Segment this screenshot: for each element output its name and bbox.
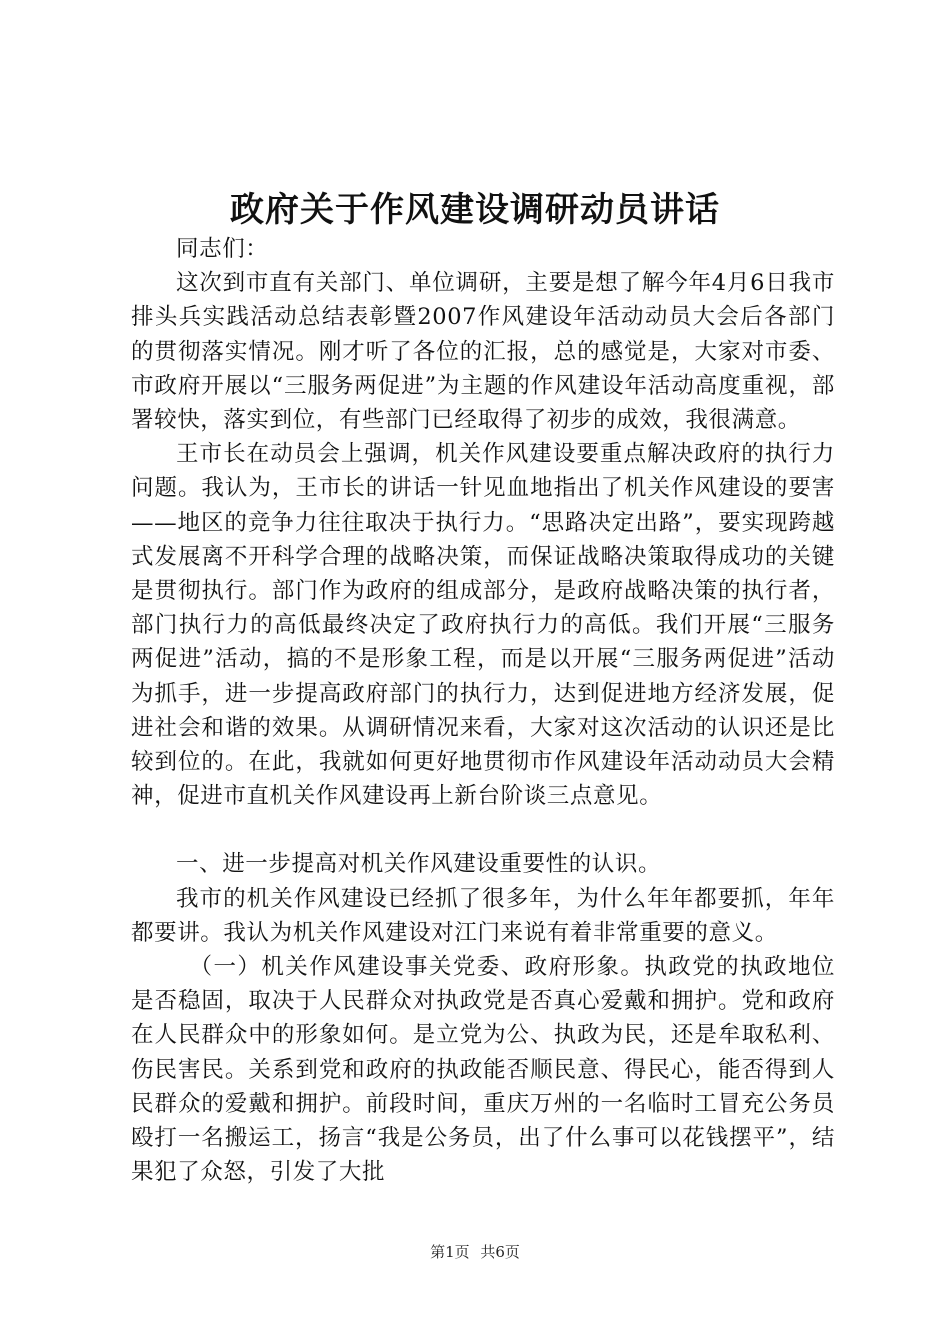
document-body	[131, 232, 835, 1189]
salutation: 同志们：	[176, 236, 269, 262]
page-number: 第1页	[430, 1243, 470, 1261]
paragraph-intro: 这次到市直有关部门、单位调研，主要是想了解今年4月6日我市排头兵实践活动总结表彰暨2007作风建设年活动动员大会后各部门的贯彻落实情况。刚才听了各位的汇报，总的感觉是，大家对市委、市政府开展以“三服务两促进”为主题的作风建设年活动高度重视，部署较快，落实到位，有些部门已经取得了初步的成效，我很满意。	[131, 270, 835, 434]
paragraph-importance: 我市的机关作风建设已经抓了很多年，为什么年年都要抓，年年都要讲。我认为机关作风建设对江门来说有着非常重要的意义。	[131, 885, 835, 946]
page-footer	[0, 1242, 950, 1262]
document-title: 政府关于作风建设调研动员讲话	[230, 190, 720, 230]
paragraph-execution: 王市长在动员会上强调，机关作风建设要重点解决政府的执行力问题。我认为，王市长的讲话一针见血地指出了机关作风建设的要害——地区的竞争力往往取决于执行力。“思路决定出路”，要实现跨越式发展离不开科学合理的战略决策，而保证战略决策取得成功的关键是贯彻执行。部门作为政府的组成部分，是政府战略决策的执行者，部门执行力的高低最终决定了政府执行力的高低。我们开展“三服务两促进”活动，搞的不是形象工程，而是以开展“三服务两促进”活动为抓手，进一步提高政府部门的执行力，达到促进地方经济发展，促进社会和谐的效果。从调研情况来看，大家对这次活动的认识还是比较到位的。在此，我就如何更好地贯彻市作风建设年活动动员大会精神，促进市直机关作风建设再上新台阶谈三点意见。	[131, 441, 835, 810]
section-heading-one: 一、进一步提高对机关作风建设重要性的认识。	[176, 851, 662, 878]
paragraph-subsection-one: （一）机关作风建设事关党委、政府形象。执政党的执政地位是否稳固，取决于人民群众对执政党是否真心爱戴和拥护。党和政府在人民群众中的形象如何。是立党为公、执政为民，还是牟取私利、伤民害民。关系到党和政府的执政能否顺民意、得民心，能否得到人民群众的爱戴和拥护。前段时间，重庆万州的一名临时工冒充公务员殴打一名搬运工，扬言“我是公务员，出了什么事可以花钱摆平”，结果犯了众怒，引发了大批	[131, 954, 835, 1186]
page-total: 共6页	[480, 1243, 520, 1261]
